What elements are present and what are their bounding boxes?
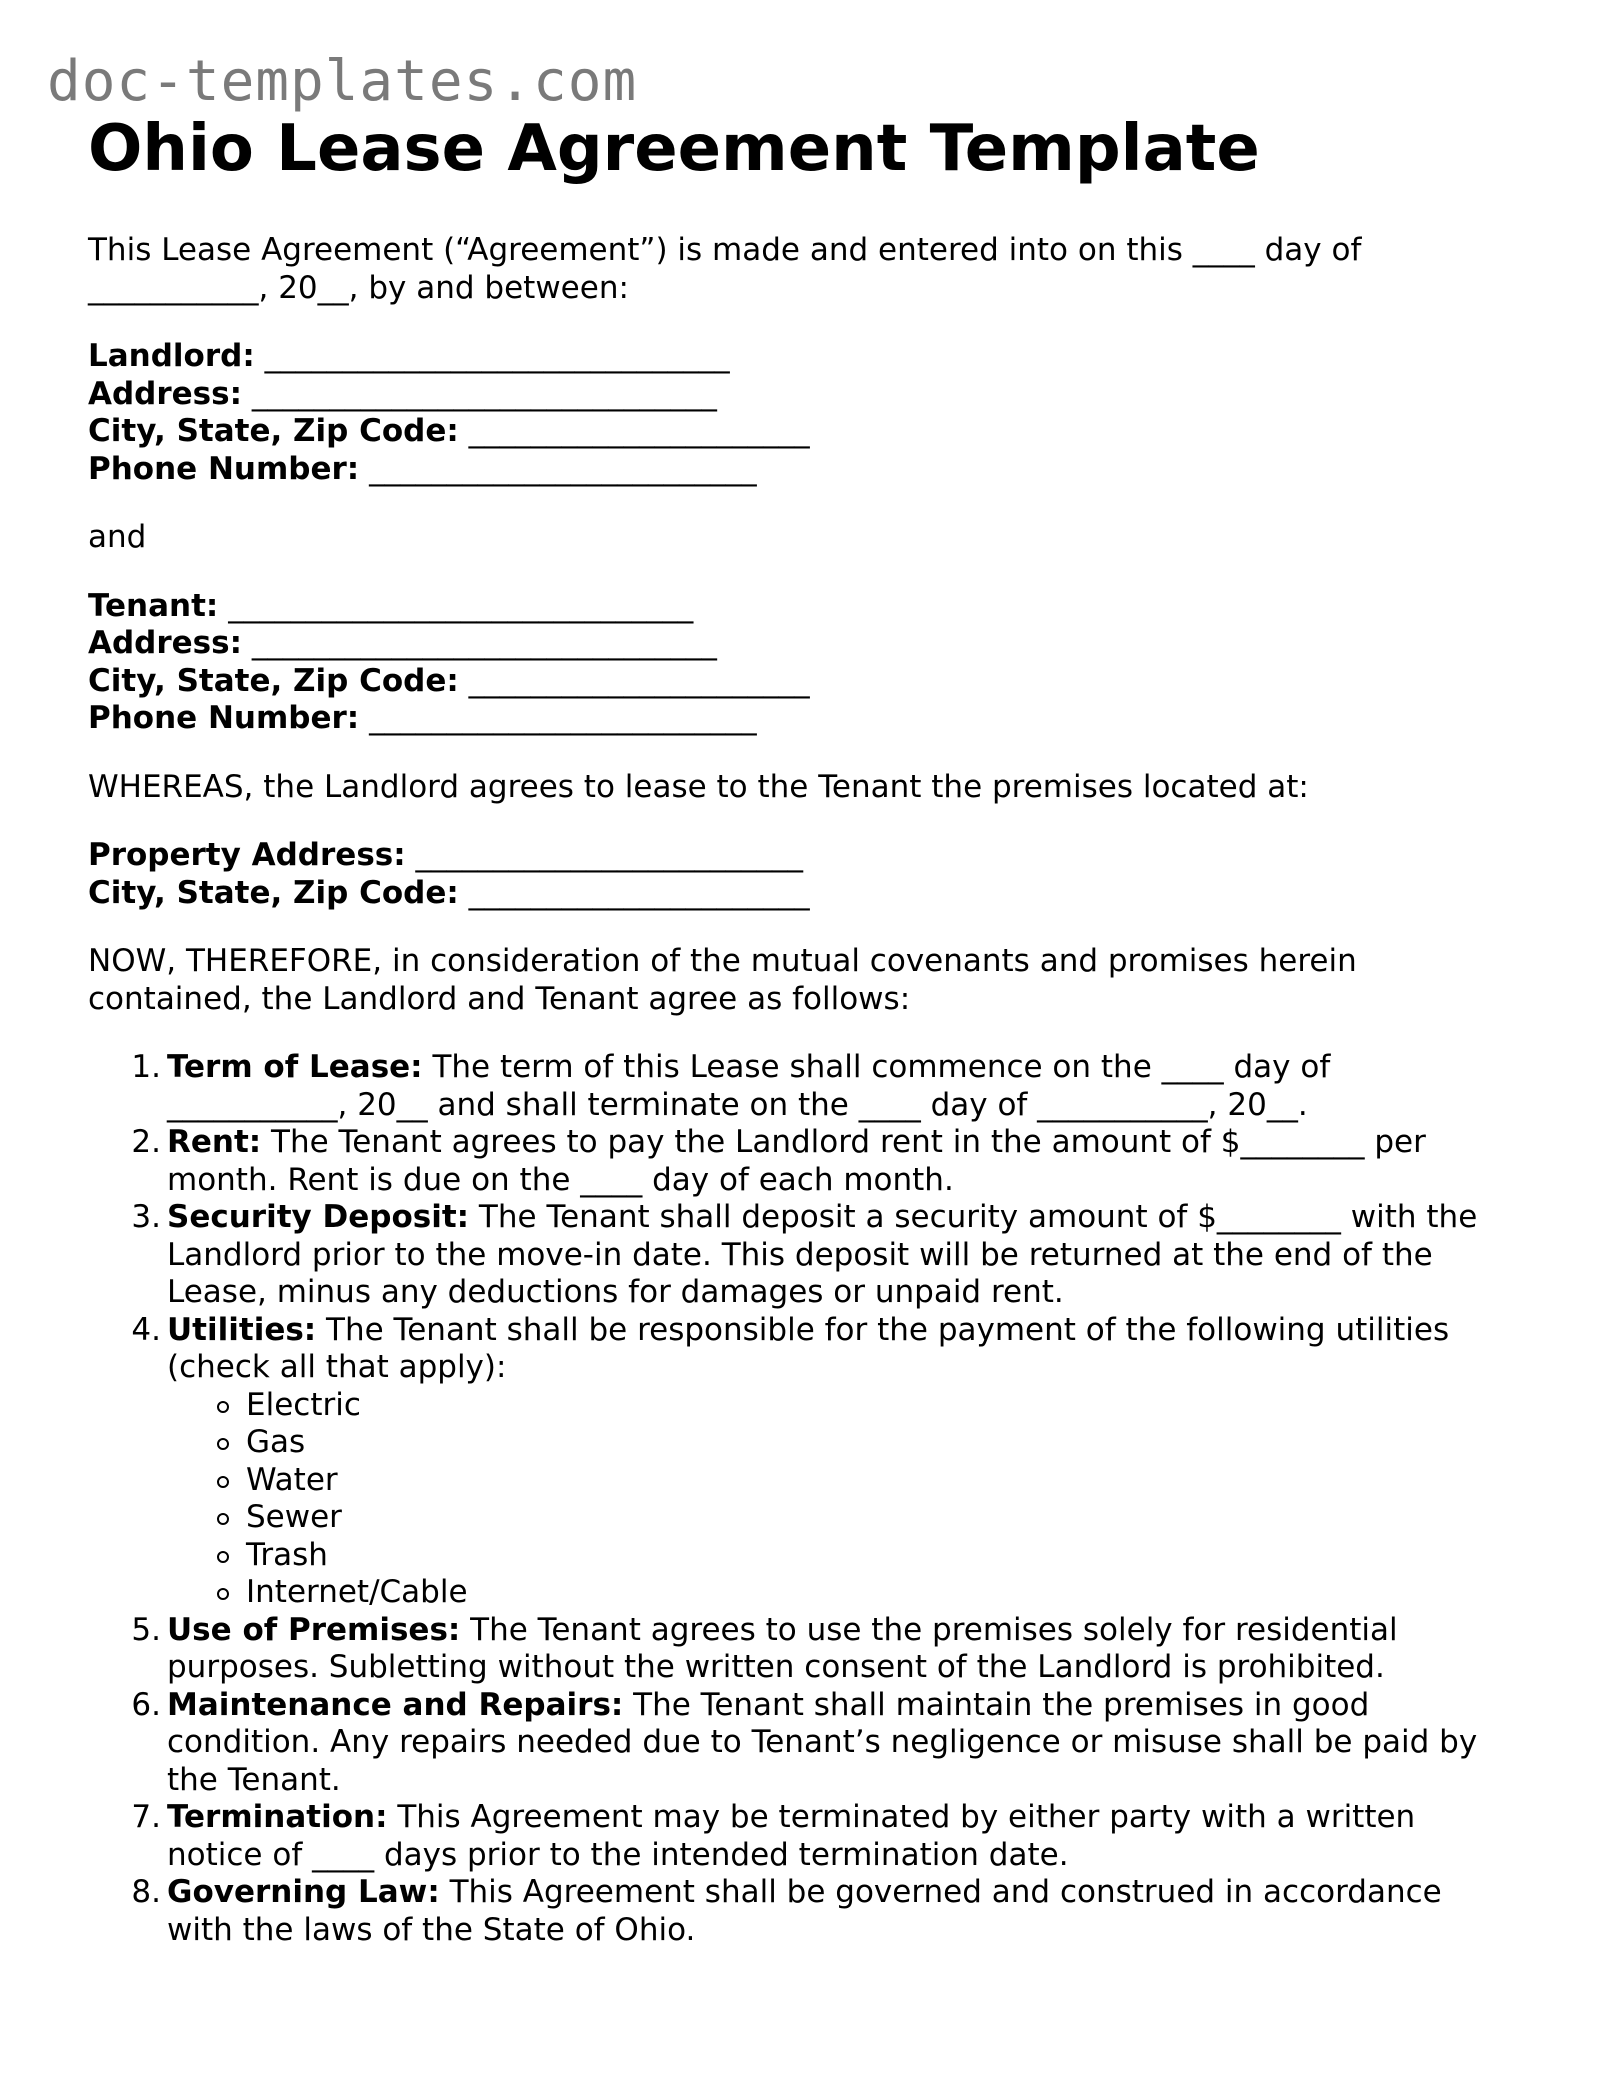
- term-heading: Governing Law:: [167, 1874, 440, 1910]
- landlord-city-row: [88, 413, 1508, 451]
- tenant-section: [88, 588, 1508, 738]
- tenant-city-blank: ______________________: [468, 662, 810, 699]
- now-therefore-line-2: contained, the Landlord and Tenant agree as follows:: [88, 980, 911, 1017]
- intro-paragraph: [88, 232, 1508, 307]
- tenant-address-blank: ______________________________: [251, 625, 717, 661]
- term-text: The term of this Lease shall commence on the ____ day of ___________, 20__ and shall terminate on the ____ day of ___________, 20__.: [167, 1049, 1331, 1123]
- terms-list: [88, 1049, 1508, 1949]
- term-text: The Tenant shall maintain the premises in good condition. Any repairs needed due to Tenant’s negligence or misuse shall be paid by the Tenant.: [167, 1686, 1478, 1798]
- term-heading: Term of Lease:: [167, 1049, 423, 1085]
- property-city-row: [88, 875, 1508, 913]
- term-heading: Security Deposit:: [167, 1199, 470, 1235]
- tenant-name-label: Tenant:: [88, 587, 219, 624]
- term-heading: Maintenance and Repairs:: [167, 1686, 624, 1723]
- term-item: [167, 1874, 1508, 1949]
- term-item: [167, 1612, 1508, 1687]
- whereas-paragraph: WHEREAS, the Landlord agrees to lease to the Tenant the premises located at:: [88, 768, 1309, 805]
- term-text: The Tenant shall be responsible for the payment of the following utilities (check all that apply):: [167, 1311, 1450, 1385]
- term-heading: Use of Premises:: [167, 1611, 461, 1648]
- term-text: The Tenant agrees to use the premises solely for residential purposes. Subletting without the written consent of the Landlord is prohibited.: [167, 1611, 1398, 1685]
- utility-option: Electric: [246, 1387, 1508, 1425]
- utility-option: Trash: [246, 1537, 1508, 1575]
- utilities-options-list: [167, 1387, 1508, 1612]
- property-section: [88, 837, 1508, 912]
- term-item: [167, 1199, 1508, 1312]
- and-text: and: [88, 519, 147, 555]
- tenant-phone-row: [88, 700, 1508, 738]
- property-address-row: [88, 837, 1508, 875]
- term-heading: Utilities:: [167, 1311, 317, 1348]
- term-heading: Rent:: [167, 1124, 262, 1160]
- landlord-phone-label: Phone Number:: [88, 450, 360, 487]
- property-city-blank: ______________________: [468, 874, 810, 911]
- document-page: [88, 108, 1508, 1949]
- utility-option: Internet/Cable: [246, 1574, 1508, 1612]
- landlord-address-row: [88, 376, 1508, 414]
- landlord-city-label: City, State, Zip Code:: [88, 413, 459, 449]
- landlord-address-label: Address:: [88, 375, 242, 412]
- document-title: Ohio Lease Agreement Template: [88, 112, 1260, 186]
- term-item: [167, 1049, 1508, 1124]
- term-item: [167, 1312, 1508, 1612]
- term-text: This Agreement may be terminated by either party with a written notice of ____ days prior to the intended termination date.: [167, 1799, 1416, 1873]
- landlord-name-blank: ______________________________: [264, 338, 730, 374]
- landlord-city-blank: ______________________: [468, 413, 810, 449]
- watermark: doc-templates.com: [47, 49, 638, 114]
- landlord-phone-row: [88, 451, 1508, 489]
- landlord-name-label: Landlord:: [88, 338, 255, 374]
- term-heading: Termination:: [167, 1799, 388, 1835]
- now-therefore-line-1: NOW, THEREFORE, in consideration of the mutual covenants and promises herein: [88, 943, 1357, 979]
- landlord-name-row: [88, 338, 1508, 376]
- tenant-phone-label: Phone Number:: [88, 700, 360, 736]
- term-item: [167, 1124, 1508, 1199]
- property-city-label: City, State, Zip Code:: [88, 874, 459, 911]
- tenant-address-row: [88, 625, 1508, 663]
- term-item: [167, 1687, 1508, 1800]
- tenant-city-label: City, State, Zip Code:: [88, 662, 459, 699]
- tenant-phone-blank: _________________________: [369, 700, 757, 736]
- intro-line-2: ___________, 20__, by and between:: [88, 269, 629, 306]
- tenant-name-blank: ______________________________: [228, 587, 694, 624]
- utility-option: Water: [246, 1462, 1508, 1500]
- term-text: This Agreement shall be governed and construed in accordance with the laws of the State of Ohio.: [167, 1874, 1442, 1948]
- tenant-name-row: [88, 588, 1508, 626]
- tenant-address-label: Address:: [88, 625, 242, 661]
- property-address-blank: _________________________: [415, 837, 803, 873]
- utility-option: Gas: [246, 1424, 1508, 1462]
- landlord-section: [88, 338, 1508, 488]
- tenant-city-row: [88, 663, 1508, 701]
- term-item: [167, 1799, 1508, 1874]
- intro-line-1: This Lease Agreement (“Agreement”) is made and entered into on this ____ day of: [88, 232, 1362, 268]
- utility-option: Sewer: [246, 1499, 1508, 1537]
- term-text: The Tenant agrees to pay the Landlord rent in the amount of $________ per month. Rent is due on the ____ day of each month.: [167, 1124, 1426, 1198]
- term-text: The Tenant shall deposit a security amount of $________ with the Landlord prior to the move-in date. This deposit will be returned at the end of the Lease, minus any deductions for damages or unpaid rent.: [167, 1199, 1478, 1310]
- landlord-address-blank: ______________________________: [251, 375, 717, 412]
- now-therefore-paragraph: [88, 943, 1508, 1018]
- landlord-phone-blank: _________________________: [369, 450, 757, 487]
- property-address-label: Property Address:: [88, 837, 406, 873]
